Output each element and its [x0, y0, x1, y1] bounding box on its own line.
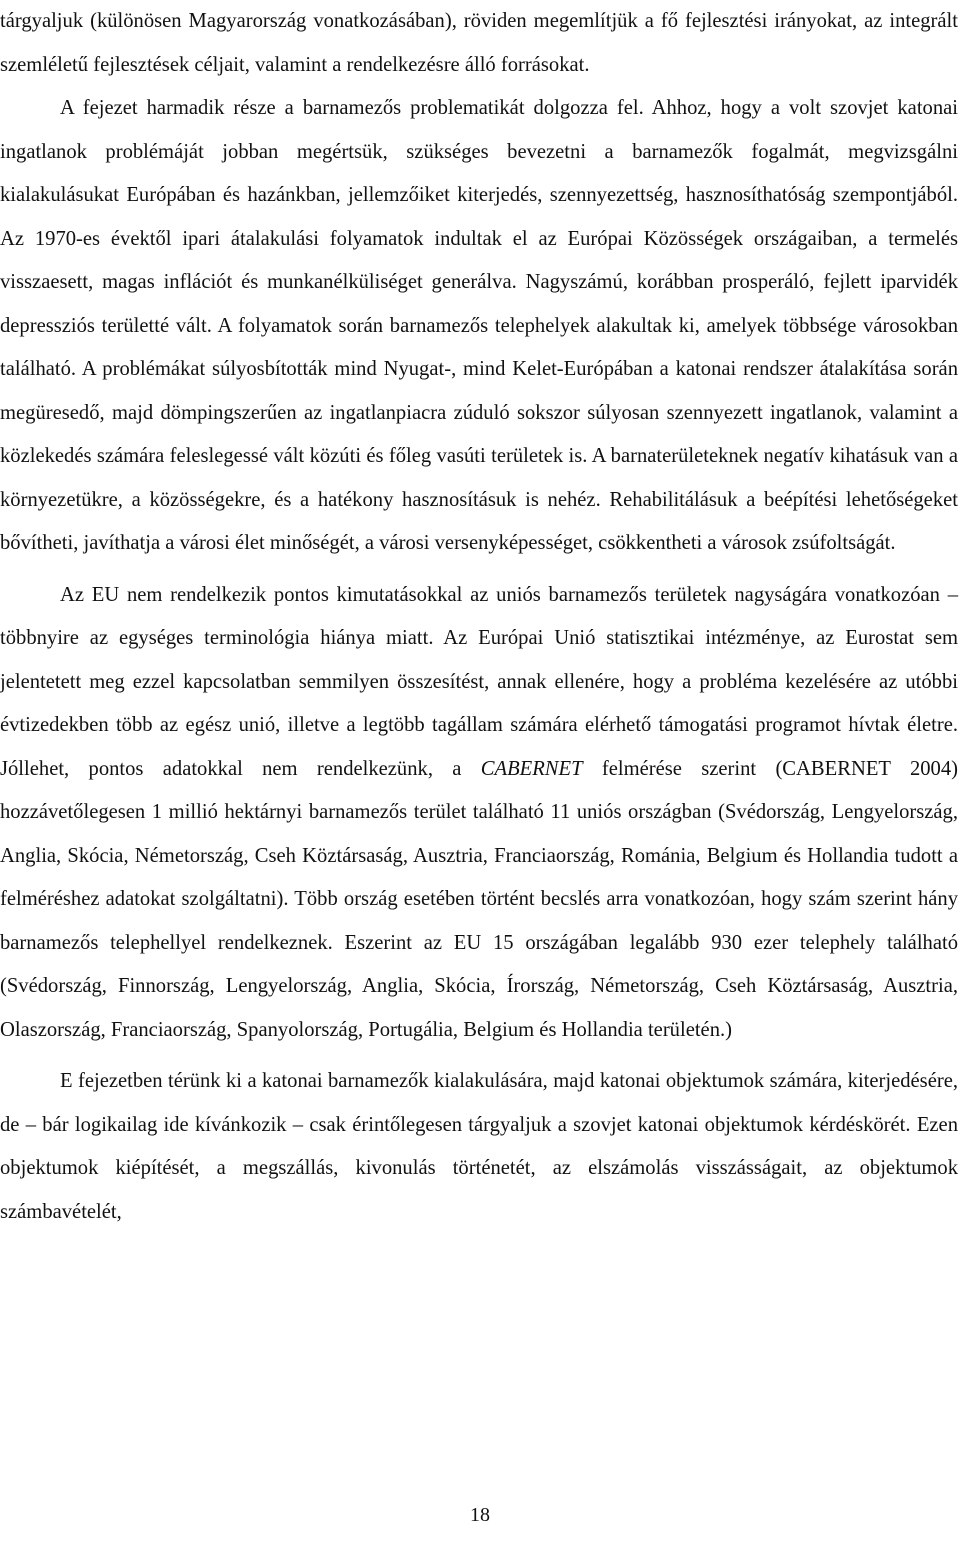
paragraph-continued: tárgyaljuk (különösen Magyarország vonatkozásában), röviden megemlítjük a fő fejlesztési irányokat, az integrált szemléletű fejlesztések céljait, valamint a rendelkezésre álló forrásokat.: [0, 10, 958, 76]
paragraph-eu-statistics-text-b: felmérése szerint (CABERNET 2004) hozzávetőlegesen 1 millió hektárnyi barnamezős terület található 11 uniós országban (Svédország, Lengyelország, Anglia, Skócia, Németország, Cseh Köztársaság, Ausztria, Franciaország, Románia, Belgium és Hollandia tudott a felméréshez adatokat szolgáltatni). Több ország esetében történt becslés arra vonatkozóan, hogy szám szerint hány barnamezős telephellyel rendelkeznek. Eszerint az EU 15 országában legalább 930 ezer telephely található (Svédország, Finnország, Lengyelország, Anglia, Skócia, Írország, Németország, Cseh Köztársaság, Ausztria, Olaszország, Franciaország, Spanyolország, Portugália, Belgium és Hollandia területén.): [0, 757, 958, 1041]
cabernet-italic: CABERNET: [480, 757, 583, 780]
page-number: 18: [470, 1504, 490, 1526]
paragraph-eu-statistics-text-a: Az EU nem rendelkezik pontos kimutatásokkal az uniós barnamezős területek nagyságára vonatkozóan – többnyire az egységes terminológia hiánya miatt. Az Európai Unió statisztikai intézménye, az Eurostat sem jelentetett meg ezzel kapcsolatban semmilyen összesítést, annak ellenére, hogy a probléma kezelésére az utóbbi évtizedekben több az egész unió, illetve a legtöbb tagállam számára elérhető támogatási programot hívtak életre. Jóllehet, pontos adatokkal nem rendelkezünk, a: [0, 583, 958, 780]
paragraph-military-brownfields: E fejezetben térünk ki a katonai barnamezők kialakulására, majd katonai objektumok számára, kiterjedésére, de – bár logikailag ide kívánkozik – csak érintőlegesen tárgyaljuk a szovjet katonai objektumok kérdéskörét. Ezen objektumok kiépítését, a megszállás, kivonulás történetét, az elszámolás visszásságait, az objektumok számbavételét,: [0, 1070, 958, 1223]
paragraph-brownfield-intro: A fejezet harmadik része a barnamezős problematikát dolgozza fel. Ahhoz, hogy a volt szovjet katonai ingatlanok problémáját jobban megértsük, szükséges bevezetni a barnamezők fogalmát, megvizsgálni kialakulásukat Európában és hazánkban, jellemzőiket kiterjedés, szennyezettség, hasznosíthatóság szempontjából. Az 1970-es évektől ipari átalakulási folyamatok indultak el az Európai Közösségek országaiban, a termelés visszaesett, magas inflációt és munkanélküliséget generálva. Nagyszámú, korábban prosperáló, fejlett iparvidék depressziós területté vált. A folyamatok során barnamezős telephelyek alakultak ki, amelyek többsége városokban található. A problémákat súlyosbították mind Nyugat-, mind Kelet-Európában a katonai rendszer átalakítása során megüresedő, majd dömpingszerűen az ingatlanpiacra zúduló sokszor súlyosan szennyezett ingatlanok, valamint a közlekedés számára feleslegessé vált közúti és főleg vasúti területek is. A barnaterületeknek negatív kihatásuk van a környezetükre, a közösségekre, és a hatékony hasznosításuk is nehéz. Rehabilitálásuk a beépítési lehetőségeket bővítheti, javíthatja a városi élet minőségét, a városi versenyképességet, csökkentheti a városok zsúfoltságát.: [0, 97, 958, 554]
paragraph-eu-statistics: [0, 574, 958, 1053]
